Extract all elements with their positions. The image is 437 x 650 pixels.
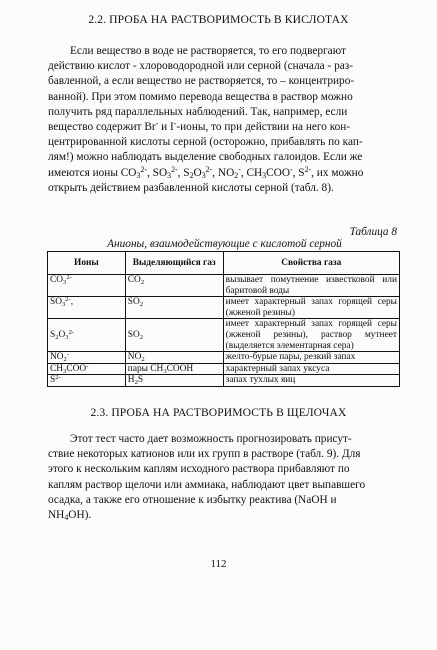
table-caption: Анионы, взаимодействующие с кислотой серной: [107, 238, 342, 250]
paragraph-acids: Если вещество в воде не растворяется, то его подвергают действию кислот - хлороводородной или серной (сначала - раз- бавленной, а если вещество не растворяется, то – концентриро- ванной). При этом помимо перевода вещества в раствор можно получить ряд параллельных наблюдений. Так, например, если вещество содержит Br- и I--ионы, то при действии на него кон- центрированной кислоты серной (осторожно, прибавлять по кап- лям!) можно наблюдать выделение свободных галоидов. Если же имеются ионы $CO_3^{2-}$, $SO_3^{2-}$, $S_2O_3^{2-}$, $NO_2^-$, $CH_3COO^-$, $S^{2-}$, их можно открыть действием разбавленной кислоты серной (табл. 8).: [48, 45, 364, 194]
table-row: [48, 363, 400, 375]
ion-cell: $NO_2^-$: [48, 352, 126, 364]
ion-cell: $S^{2-}$: [48, 375, 126, 387]
gas-cell: $SO_2$: [125, 319, 223, 352]
section-title-alkalis: 2.3. ПРОБА НА РАСТВОРИМОСТЬ В ЩЕЛОЧАХ: [90, 406, 347, 419]
table-header-row: [48, 252, 400, 275]
header-gas: Выделяющийся газ: [125, 252, 223, 275]
ion-cell: $SO_3^{2-}$,: [48, 297, 126, 319]
paragraph-alkalis: Этот тест часто дает возможность прогнозировать присут- ствие некоторых катионов или их групп в растворе (табл. 9). Для этого к нескольким каплям исходного раствора прибавляют по каплям раствор щелочи или аммиака, наблюдают цвет выпавшего осадка, а также его отношение к избытку реактива (NaOH и $NH_4OH$).: [48, 433, 366, 523]
prop-cell: характерный запах уксуса: [223, 363, 399, 375]
table-row: [48, 319, 400, 352]
prop-cell: запах тухлых яиц: [223, 375, 399, 387]
header-props: Свойства газа: [223, 252, 399, 275]
table-row: [48, 275, 400, 297]
prop-cell: имеет характерный запах горящей серы (жженой резины), раствор мутнеет (выделяется элементарная сера): [223, 319, 399, 352]
prop-cell: желто-бурые пары, резкий запах: [223, 352, 399, 364]
table-row: [48, 375, 400, 387]
anions-table: [47, 251, 400, 387]
gas-cell: пары $CH_3COOH$: [125, 363, 223, 375]
ion-cell: $CO_3^{2-}$: [48, 275, 126, 297]
table-label: Таблица 8: [349, 226, 397, 238]
table-row: [48, 297, 400, 319]
prop-cell: имеет характерный запах горящей серы (жженой резины): [223, 297, 399, 319]
prop-cell: вызывает помутнение известковой или баритовой воды: [223, 275, 399, 297]
section-title-acids: 2.2. ПРОБА НА РАСТВОРИМОСТЬ В КИСЛОТАХ: [88, 13, 349, 26]
table-row: [48, 352, 400, 364]
gas-cell: $CO_2$: [125, 275, 223, 297]
ion-cell: $CH_3COO^-$: [48, 363, 126, 375]
gas-cell: $SO_2$: [125, 297, 223, 319]
gas-cell: $H_2S$: [125, 375, 223, 387]
ion-cell: $S_2O_3^{2-}$: [48, 319, 126, 352]
gas-cell: $NO_2$: [125, 352, 223, 364]
header-ions: Ионы: [48, 252, 126, 275]
page-number: 112: [210, 558, 227, 570]
